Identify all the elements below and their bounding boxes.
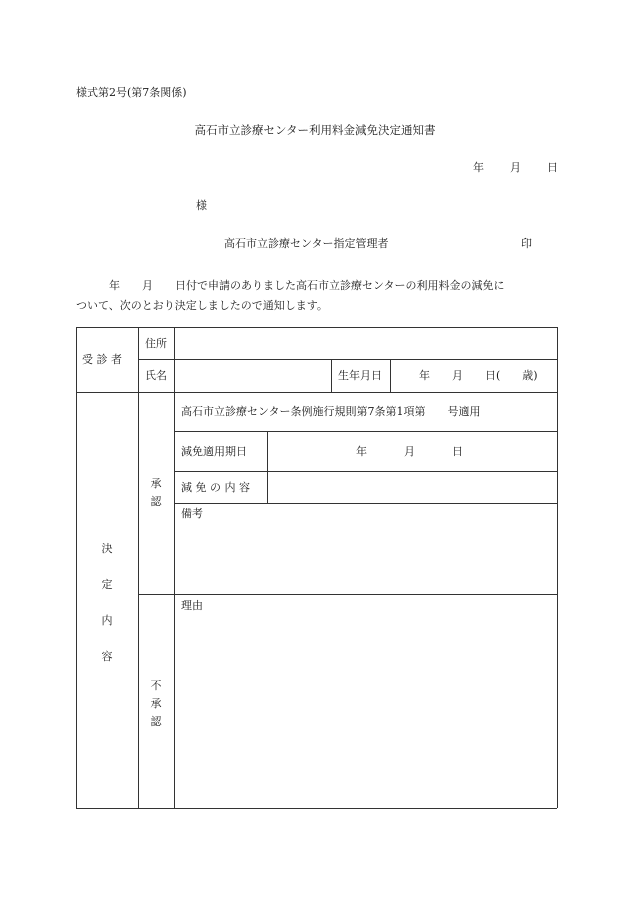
rejected-label	[149, 680, 163, 727]
dob-label: 生年月日	[338, 369, 382, 382]
remarks-label: 備考	[181, 507, 203, 520]
addressee-suffix: 様	[196, 199, 207, 212]
decision-label-char: 決	[101, 542, 113, 555]
table-line	[390, 359, 391, 392]
approved-label-char: 承	[150, 477, 162, 490]
approved-label-char: 認	[150, 495, 162, 508]
decision-label-char: 定	[101, 578, 113, 591]
approved-label	[149, 478, 163, 507]
table-line	[76, 808, 557, 809]
table-line	[76, 392, 557, 393]
table-line	[76, 327, 557, 328]
date-month: 月	[510, 161, 521, 174]
document-title: 高石市立診療センター利用料金減免決定通知書	[194, 123, 436, 137]
table-line	[174, 503, 557, 504]
issue-date	[473, 162, 558, 173]
table-line	[174, 471, 557, 472]
decision-label-char: 内	[101, 614, 113, 627]
table-line	[174, 327, 175, 392]
period-day: 日	[452, 445, 463, 458]
rejected-label-char: 承	[150, 697, 162, 710]
period-label: 減免適用期日	[181, 445, 247, 458]
table-line	[557, 327, 558, 808]
table-line	[331, 359, 332, 392]
table-line	[138, 359, 557, 360]
decision-label-char: 容	[101, 650, 113, 663]
address-label: 住所	[145, 337, 167, 350]
table-line	[138, 594, 557, 595]
date-day: 日	[547, 161, 558, 174]
issuer-name: 高石市立診療センター指定管理者	[224, 237, 389, 250]
rejected-label-char: 認	[150, 715, 162, 728]
content-label: 減 免 の 内 容	[181, 481, 250, 494]
table-line	[174, 431, 557, 432]
name-label: 氏名	[145, 369, 167, 382]
body-line-2: ついて、次のとおり決定しましたので通知します。	[76, 299, 328, 312]
date-year: 年	[473, 161, 484, 174]
table-line	[138, 327, 139, 808]
form-number: 様式第2号(第7条関係)	[76, 86, 187, 99]
decision-label	[100, 543, 114, 662]
seal-mark: 印	[521, 237, 532, 250]
patient-label: 受 診 者	[82, 353, 122, 366]
table-line	[267, 431, 268, 503]
body-line-1: 年 月 日付で申請のありました高石市立診療センターの利用料金の減免に	[76, 279, 505, 292]
period-value	[356, 446, 463, 457]
regulation-text: 高石市立診療センター条例施行規則第7条第1項第 号適用	[181, 405, 481, 418]
reason-label: 理由	[181, 599, 203, 612]
period-year: 年	[356, 445, 367, 458]
body-text	[76, 276, 558, 316]
rejected-label-char: 不	[150, 679, 162, 692]
table-line	[76, 327, 77, 808]
period-month: 月	[404, 445, 415, 458]
table-line	[174, 392, 175, 808]
dob-value: 年 月 日( 歳)	[419, 369, 538, 382]
